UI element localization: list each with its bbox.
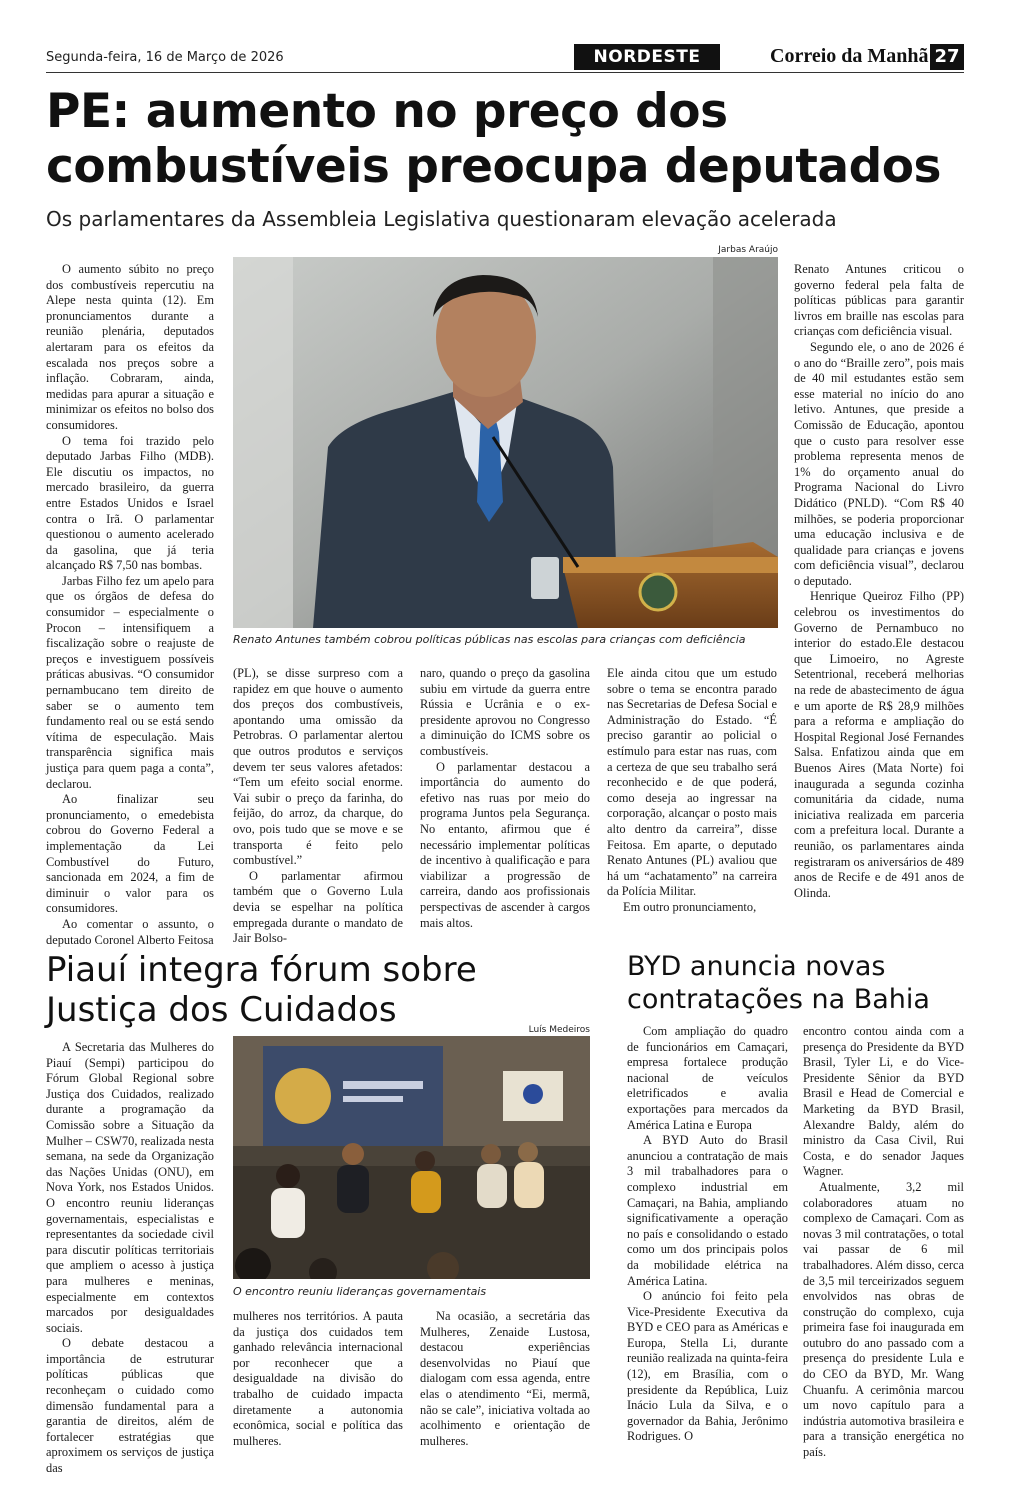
section-label: NORDESTE — [574, 44, 720, 70]
article2-photo-caption: O encontro reuniu lideranças governamentais — [233, 1285, 487, 1298]
article3-column-1 — [627, 1024, 788, 1445]
article1-column-4 — [607, 666, 777, 916]
paragraph: Ao comentar o assunto, o deputado Coronel Alberto Feitosa — [46, 916, 214, 947]
paragraph: O aumento súbito no preço dos combustíveis repercutiu na Alepe nesta quinta (12). Em pronunciamentos durante a reunião plenária, deputados alertaram para os efeitos da escalada nos preços sobre a inflação. Cobraram, ainda, medidas para apurar a situação e minimizar os efeitos no bolso dos consumidores. — [46, 262, 214, 432]
article3-headline: BYD anuncia novas contratações na Bahia — [627, 951, 930, 1015]
paragraph: Na ocasião, a secretária das Mulheres, Zenaide Lustosa, destacou experiências desenvolvidas no Piauí que dialogam com essa agenda, entre elas o atendimento “Ei, mermã, não se cale”, iniciativa voltada ao acolhimento e orientação de mulheres. — [420, 1309, 590, 1448]
paragraph: O debate destacou a importância de estruturar políticas públicas que reconheçam o cuidado como dimensão fundamental para a garantia de direitos, além de fortalecer estratégias que aproximem os serviços de justiça das — [46, 1336, 214, 1476]
article1-column-3 — [420, 666, 590, 931]
article1-column-5 — [794, 262, 964, 901]
paragraph: encontro contou ainda com a presença do Presidente da BYD Brasil, Tyler Li, e do Vice-Presidente Sênior da BYD Brasil e Head de Comercial e Marketing da BYD Brasil, Alexandre Baldy, além do ministro da Casa Civil, Rui Costa, e do senador Jaques Wagner. — [803, 1024, 964, 1179]
article1-column-1 — [46, 262, 214, 948]
newspaper-name: Correio da Manhã — [770, 45, 929, 67]
article1-photo-caption: Renato Antunes também cobrou políticas públicas nas escolas para crianças com deficiência — [233, 633, 746, 646]
paragraph: Ao finalizar seu pronunciamento, o emedebista cobrou do Governo Federal a implementação da Lei Combustível do Futuro, sancionada em 2024, a fim de diminuir o valor para os consumidores. — [46, 792, 214, 916]
article3-column-2 — [803, 1024, 964, 1461]
article1-photo — [233, 257, 778, 628]
paragraph: (PL), se disse surpreso com a rapidez em que houve o aumento dos preços dos combustíveis, apontando uma omissão da Petrobras. O parlamentar alertou que outros produtos e serviços devem ter seus valores afetados: “Tem um efeito social enorme. Vai subir o preço da farinha, do feijão, do arroz, da charque, do ovo, pois tudo que se move e se transporta é feito pelo combustível.” — [233, 666, 403, 868]
paragraph: mulheres nos territórios. A pauta da justiça dos cuidados tem ganhado relevância internacional por reconhecer que a desigualdade na divisão do trabalho de cuidado impacta diretamente a autonomia econômica, social e política das mulheres. — [233, 1309, 403, 1448]
paragraph: naro, quando o preço da gasolina subiu em virtude da guerra entre Rússia e Ucrânia e o ex-presidente aprovou no Congresso a diminuição do ICMS sobre os combustíveis. — [420, 666, 590, 758]
paragraph: Atualmente, 3,2 mil colaboradores atuam no complexo de Camaçari. Com as novas 3 mil contratações, o total vai passar de 6 mil trabalhadores. Além disso, cerca de 3,5 mil terceirizados seguem envolvidos nas obras de construção do complexo, cuja primeira fase foi inaugurada em outubro do ano passado com a presença do presidente Lula e do CEO da BYD, Mr. Wang Chuanfu. A cerimônia marcou um novo capítulo para a indústria automotiva brasileira e para a transição energética no país. — [803, 1179, 964, 1460]
paragraph: Henrique Queiroz Filho (PP) celebrou os investimentos do Governo de Pernambuco no interior do estado.Ele destacou que Limoeiro, no Agreste Setentrional, receberá melhorias na rede de abastecimento de água e um aporte de R$ 28,9 milhões para a reforma e ampliação do Hospital Regional José Fernandes Salsa. Enfatizou ainda que em Buenos Aires (Mata Norte) foi inaugurada a segunda cozinha comunitária da cidade, numa iniciativa realizada em parceria com a prefeitura local. Durante a reunião, os parlamentares ainda registraram os aniversários de 489 anos de Recife e de 491 anos de Olinda. — [794, 589, 964, 900]
article2-headline: Piauí integra fórum sobre Justiça dos Cuidados — [46, 950, 477, 1030]
article2-photo — [233, 1036, 590, 1279]
article2-column-1 — [46, 1040, 214, 1477]
article1-headline: PE: aumento no preço dos combustíveis preocupa deputados — [46, 84, 941, 194]
page-number: 27 — [930, 44, 964, 70]
issue-date: Segunda-feira, 16 de Março de 2026 — [46, 50, 284, 65]
paragraph: Renato Antunes criticou o governo federal pela falta de políticas públicas para garantir livros em braille nas escolas para crianças com deficiência visual. — [794, 262, 964, 339]
paragraph: Em outro pronunciamento, — [623, 899, 757, 914]
article2-column-3 — [420, 1309, 590, 1449]
article2-photo-credit: Luís Medeiros — [528, 1025, 590, 1035]
forum-panel-image — [233, 1036, 590, 1279]
article1-photo-credit: Jarbas Araújo — [718, 245, 778, 255]
paragraph: Com ampliação do quadro de funcionários em Camaçari, empresa fortalece produção nacional de veículos eletrificados e avalia exportações para mercados da América Latina e Europa — [627, 1024, 788, 1132]
paragraph: A BYD Auto do Brasil anunciou a contratação de mais 3 mil trabalhadores para o complexo industrial em Camaçari, na Bahia, ampliando significativamente a operação no país e consolidando o estado como um dos principais polos da mobilidade elétrica na América Latina. — [627, 1133, 788, 1288]
paragraph: Jarbas Filho fez um apelo para que os órgãos de defesa do consumidor – especialmente o Procon – intensifiquem a fiscalização sobre o reajuste de preços e investiguem possíveis práticas abusivas. “O consumidor pernambucano tem direito de saber se o aumento tem fundamento real ou se está sendo vítima de especulação. Mais transparência significa mais justiça para quem paga a conta”, declarou. — [46, 573, 214, 791]
paragraph: A Secretaria das Mulheres do Piauí (Sempi) participou do Fórum Global Regional sobre Justiça dos Cuidados, realizado durante a programação da Comissão sobre a Situação da Mulher – CSW70, realizada nesta semana, na sede da Organização das Nações Unidas (ONU), em Nova York, nos Estados Unidos. O encontro reuniu lideranças governamentais, especialistas e representantes da sociedade civil para discutir políticas territoriais que ampliem o acesso à justiça para mulheres e meninas, especialmente em contextos marcados por desigualdades sociais. — [46, 1040, 214, 1335]
article1-column-2 — [233, 666, 403, 947]
header-rule — [46, 72, 964, 73]
paragraph: O parlamentar destacou a importância do aumento do efetivo nas ruas por meio do programa Juntos pela Segurança. No entanto, afirmou que é necessário implementar políticas de incentivo à qualificação e para viabilizar a progressão de carreira, dando aos profissionais perspectivas de ascender à cargos mais altos. — [420, 759, 590, 930]
paragraph: Ele ainda citou que um estudo sobre o tema se encontra parado nas Secretarias de Defesa Social e Administração do Estado. “É preciso garantir ao policial o estímulo para estar nas ruas, com a certeza de que seu trabalho será reconhecido e de que poderá, como deseja ao ingressar na corporação, alcançar o posto mais alto dentro da carreira”, disse Feitosa. Em aparte, o deputado Renato Antunes (PL) avaliou que há um “achatamento” na carreira da Polícia Militar. — [607, 666, 777, 899]
article1-subtitle: Os parlamentares da Assembleia Legislativa questionaram elevação acelerada — [46, 207, 837, 231]
speaker-at-podium-image — [233, 257, 778, 628]
paragraph: O parlamentar afirmou também que o Governo Lula devia se espelhar na política empregada durante o mandato de Jair Bolso- — [233, 868, 403, 946]
article2-column-2 — [233, 1309, 403, 1449]
paragraph: Segundo ele, o ano de 2026 é o ano do “Braille zero”, pois mais de 40 mil estudantes estão sem esse material no início do ano letivo. Antunes, que preside a Comissão de Educação, apontou que o custo para resolver esse problema representa menos de 1% do orçamento anual do Programa Nacional do Livro Didático (PNLD). “Com R$ 40 milhões, se poderia proporcionar uma educação inclusiva e de qualidade para crianças e jovens com deficiência visual”, declarou o deputado. — [794, 339, 964, 588]
paragraph: O anúncio foi feito pela Vice-Presidente Executiva da BYD e CEO para as Américas e Europa, Stella Li, durante reunião realizada na quinta-feira (12), em Brasília, com o presidente da República, Luiz Inácio Lula da Silva, e o governador da Bahia, Jerônimo Rodrigues. O — [627, 1289, 788, 1444]
paragraph: O tema foi trazido pelo deputado Jarbas Filho (MDB). Ele discutiu os impactos, no mercado brasileiro, da guerra entre Estados Unidos e Israel contra o Irã. O parlamentar questionou o aumento acelerado da gasolina, que já teria alcançado R$ 7,50 nas bombas. — [46, 433, 214, 573]
